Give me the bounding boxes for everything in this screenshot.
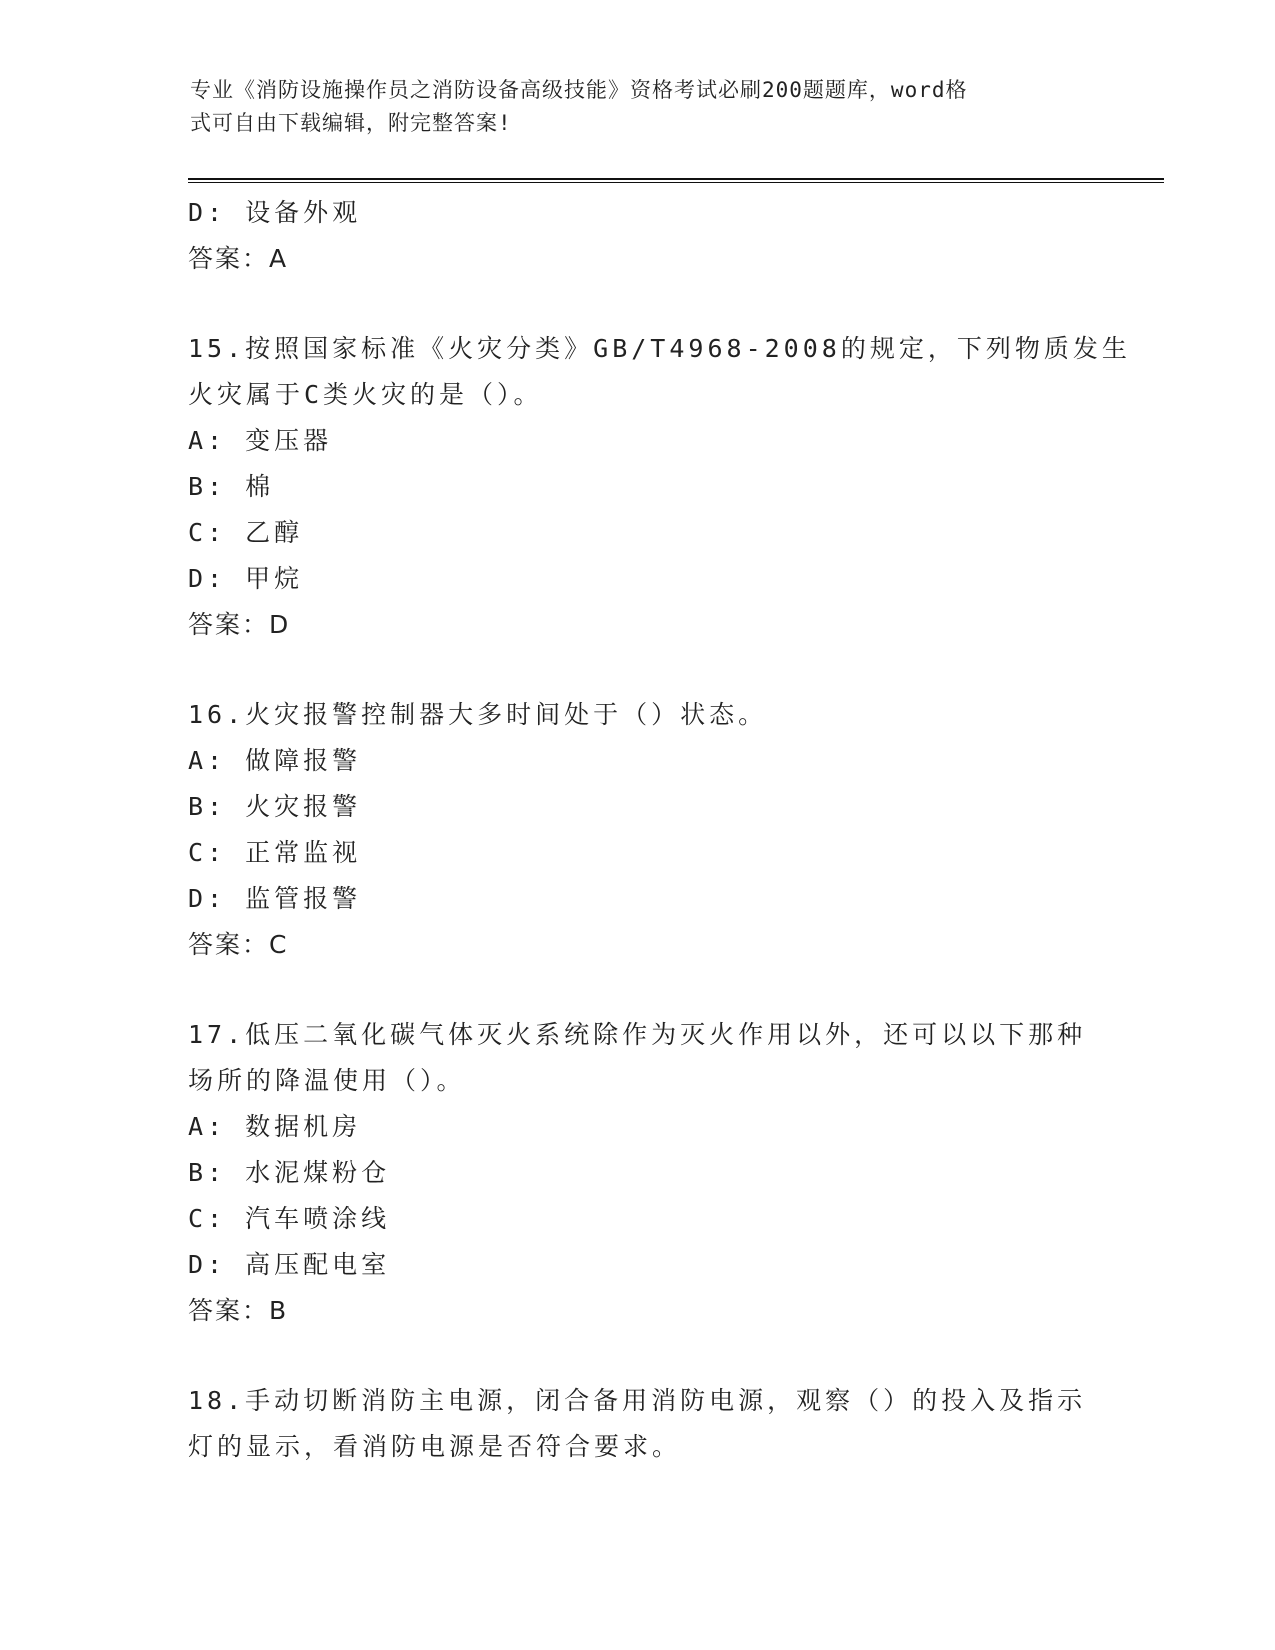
question-16: [188, 692, 1088, 968]
header-title-line-1: 专业《消防设施操作员之消防设备高级技能》资格考试必刷200题题库，word格: [190, 78, 968, 102]
previous-question-tail: [188, 190, 1088, 282]
question-stem-line-1: 15.按照国家标准《火灾分类》GB/T4968-2008的规定，下列物质发生: [188, 334, 1131, 363]
header-divider: [188, 178, 1164, 183]
question-stem-line-2: 灯的显示，看消防电源是否符合要求。: [188, 1432, 682, 1461]
question-list: [188, 190, 1131, 1470]
option-d: D: 甲烷: [188, 564, 304, 593]
answer-line: 答案：B: [188, 1296, 289, 1325]
question-stem-line-1: 17.低压二氧化碳气体灭火系统除作为灭火作用以外，还可以以下那种: [188, 1020, 1087, 1049]
option-a: A: 变压器: [188, 426, 333, 455]
option-c: C: 汽车喷涂线: [188, 1204, 391, 1233]
option-b: B: 棉: [188, 472, 275, 501]
option-b: B: 火灾报警: [188, 792, 362, 821]
question-18: [188, 1378, 1088, 1470]
option-d: D: 高压配电室: [188, 1250, 391, 1279]
option-d: D: 监管报警: [188, 884, 362, 913]
document-header: [190, 74, 1070, 140]
option-c: C: 正常监视: [188, 838, 362, 867]
option-c: C: 乙醇: [188, 518, 304, 547]
header-title-line-2: 式可自由下载编辑，附完整答案!: [190, 111, 512, 135]
answer-line: 答案：D: [188, 610, 291, 639]
question-15: [188, 326, 1131, 648]
answer-line: 答案：C: [188, 930, 289, 959]
question-stem-line-1: 16.火灾报警控制器大多时间处于（）状态。: [188, 700, 768, 729]
question-17: [188, 1012, 1088, 1334]
question-stem-line-2: 火灾属于C类火灾的是（）。: [188, 380, 543, 409]
option-a: A: 做障报警: [188, 746, 362, 775]
answer-line: 答案：A: [188, 244, 289, 273]
option-b: B: 水泥煤粉仓: [188, 1158, 391, 1187]
question-stem-line-2: 场所的降温使用（）。: [188, 1066, 466, 1095]
option-a: A: 数据机房: [188, 1112, 362, 1141]
option-d: D: 设备外观: [188, 198, 362, 227]
question-stem-line-1: 18.手动切断消防主电源，闭合备用消防电源，观察（）的投入及指示: [188, 1386, 1087, 1415]
